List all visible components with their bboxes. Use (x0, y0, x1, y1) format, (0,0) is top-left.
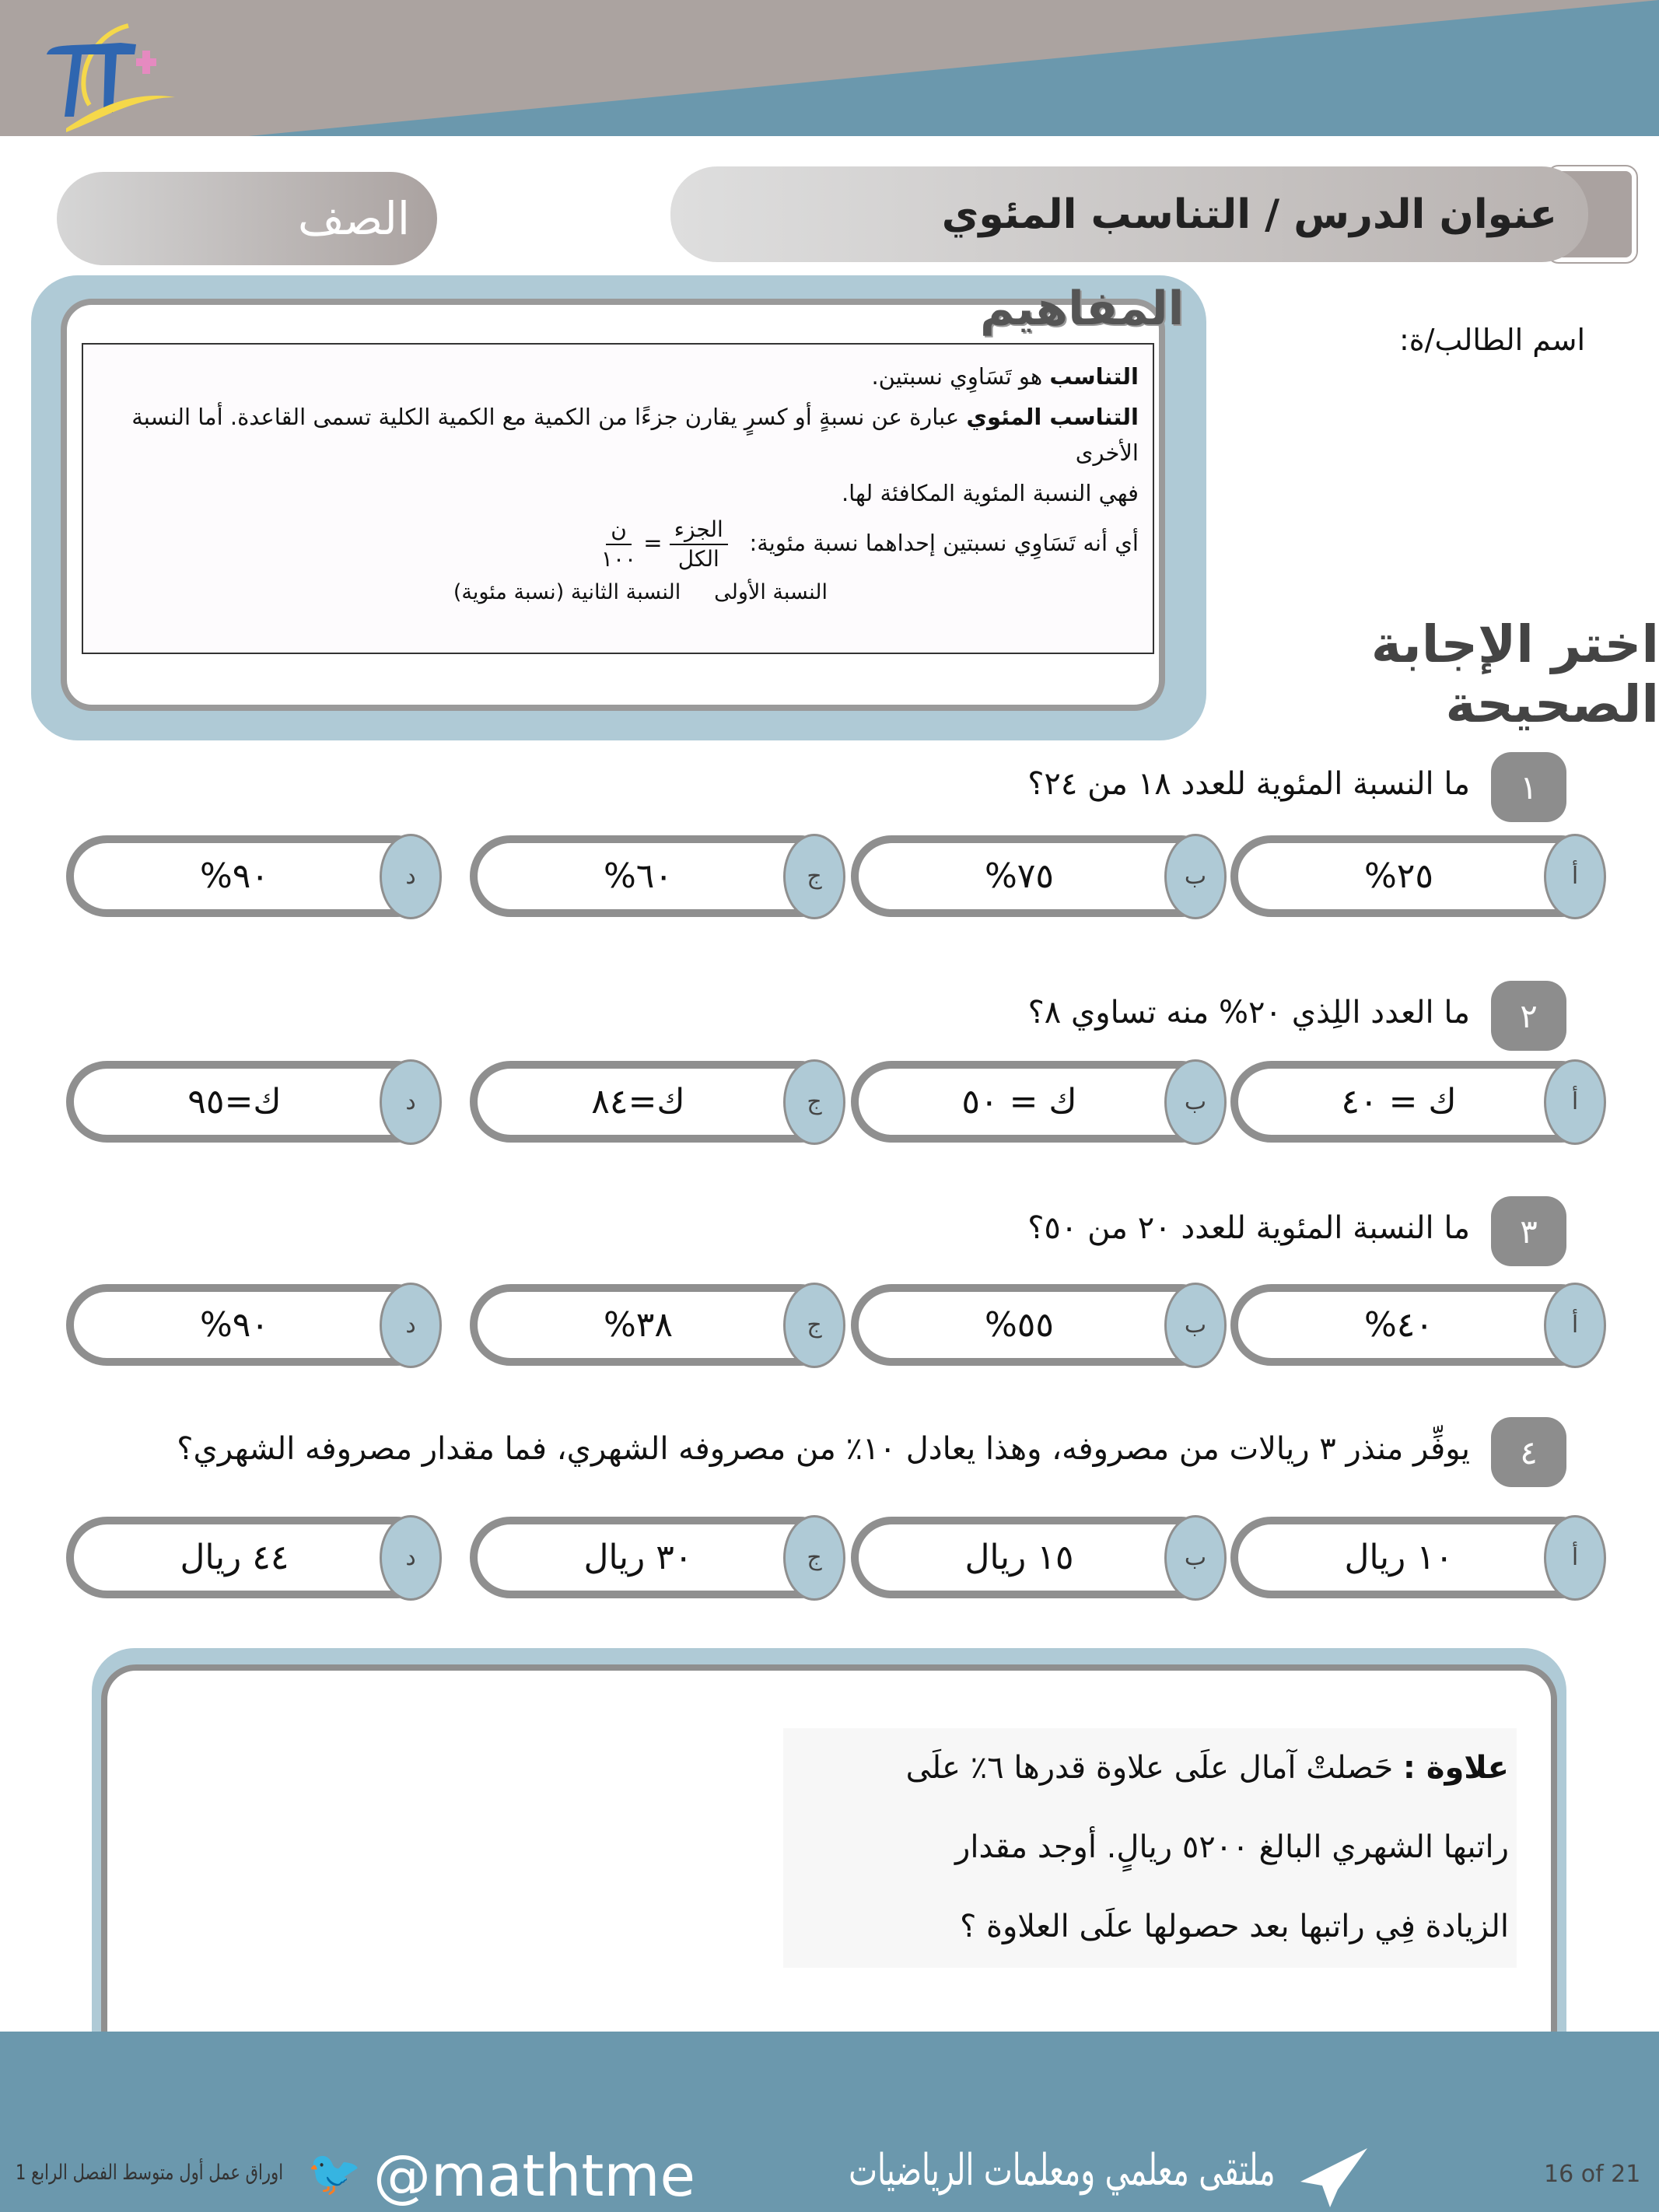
option-letter: ب (1164, 1059, 1227, 1145)
answer-option[interactable] (470, 1061, 830, 1143)
section-title: اختر الإجابة الصحيحة (1370, 614, 1659, 734)
answer-option[interactable] (470, 1517, 830, 1598)
twitter-handle[interactable]: @mathtme (373, 2143, 695, 2210)
option-letter: د (380, 1515, 442, 1601)
brand-name: ملتقى معلمي ومعلمات الرياضيات (849, 2145, 1276, 2196)
option-letter: ج (783, 1059, 845, 1145)
option-value: ٦٠% (603, 856, 674, 896)
option-value: ٣٨% (603, 1305, 674, 1345)
answer-option[interactable] (470, 835, 830, 917)
footer-band (0, 2032, 1659, 2212)
option-value: ٩٠% (199, 856, 270, 896)
option-value: ك=٨٤ (591, 1082, 685, 1122)
lesson-title: عنوان الدرس / التناسب المئوي (941, 191, 1557, 238)
answer-option[interactable] (66, 1061, 426, 1143)
option-letter: ج (783, 834, 845, 919)
page-indicator: 16 of 21 (1544, 2161, 1641, 2188)
answer-option[interactable] (66, 1517, 426, 1598)
concepts-box (82, 343, 1154, 654)
option-letter: ج (783, 1515, 845, 1601)
answer-option[interactable] (470, 1284, 830, 1366)
answer-option[interactable] (851, 1517, 1211, 1598)
option-value: ك = ٤٠ (1341, 1082, 1457, 1122)
question-text: ما النسبة المئوية للعدد ٢٠ من ٥٠؟ (1027, 1210, 1470, 1246)
answer-option[interactable] (851, 1284, 1211, 1366)
answer-option[interactable] (66, 1284, 426, 1366)
option-letter: أ (1544, 1283, 1606, 1368)
option-letter: أ (1544, 1515, 1606, 1601)
question-number: ١ (1491, 752, 1566, 822)
concept-line-3: فهي النسبة المئوية المكافئة لها. (841, 480, 1139, 506)
option-value: ٢٥% (1363, 856, 1434, 896)
option-letter: ب (1164, 1283, 1227, 1368)
question-number: ٤ (1491, 1417, 1566, 1487)
option-value: ٧٥% (984, 856, 1055, 896)
question-text: يوفِّر منذر ٣ ريالات من مصروفه، وهذا يعادل ١٠٪ من مصروفه الشهري، فما مقدار مصروفه الشهري؟ (177, 1431, 1470, 1467)
answer-option[interactable] (851, 1061, 1211, 1143)
option-letter: أ (1544, 1059, 1606, 1145)
concept-line-1: التناسب هو تَسَاوِي نسبتين. (871, 363, 1139, 390)
answer-option[interactable] (1230, 1061, 1591, 1143)
option-letter: ج (783, 1283, 845, 1368)
answer-option[interactable] (851, 835, 1211, 917)
option-value: ١٥ ريال (964, 1538, 1074, 1577)
option-letter: د (380, 1059, 442, 1145)
telegram-icon[interactable] (1299, 2147, 1369, 2209)
option-value: ٤٠% (1363, 1305, 1434, 1345)
concepts-title: المفاهيم (980, 282, 1185, 336)
option-letter: ب (1164, 1515, 1227, 1601)
option-letter: د (380, 834, 442, 919)
concept-formula: أي أنه تَسَاوِي نسبتين إحداهما نسبة مئوية: $\frac{\text{الجزء}}{\text{الكل}}$ = $\frac{\text{ن}}{١٠٠}$ (600, 516, 1139, 572)
answer-option[interactable] (66, 835, 426, 917)
option-letter: أ (1544, 834, 1606, 919)
question-text: ما النسبة المئوية للعدد ١٨ من ٢٤؟ (1027, 766, 1470, 802)
question-number: ٢ (1491, 981, 1566, 1051)
answer-option[interactable] (1230, 835, 1591, 917)
class-field (57, 172, 437, 265)
fraction-part-whole: $\frac{\text{الجزء}}{\text{الكل}}$ (670, 516, 728, 573)
option-value: ٣٠ ريال (583, 1538, 693, 1577)
option-value: ٩٠% (199, 1305, 270, 1345)
question-number: ٣ (1491, 1196, 1566, 1266)
option-letter: ب (1164, 834, 1227, 919)
bonus-problem: علاوة : حَصلتْ آمال علَى علاوة قدرها ٦٪ علَى راتبها الشهري البالغ ٥٢٠٠ ريالٍ. أوجد مقدار الزيادة فِي راتبها بعد حصولها علَى العلاوة ؟ (783, 1728, 1517, 1968)
footer-worksheet-label: اوراق عمل أول متوسط الفصل الرابع 1 (16, 2161, 284, 2185)
class-label: الصف (297, 192, 410, 245)
formula-labels: النسبة الأولى النسبة الثانية (نسبة مئوية) (453, 580, 828, 604)
logo-icon (43, 19, 183, 136)
option-value: ك=٩٥ (187, 1082, 282, 1122)
lesson-title-bar (670, 166, 1588, 262)
fraction-n-100: $\frac{\text{ن}}{١٠٠}$ (600, 516, 637, 572)
twitter-icon: 🐦 (307, 2148, 362, 2199)
option-value: ٥٥% (984, 1305, 1055, 1345)
option-value: ك = ٥٠ (961, 1082, 1077, 1122)
student-name-label: اسم الطالب/ة: (1398, 323, 1585, 357)
question-text: ما العدد اللِذي ٢٠% منه تساوي ٨؟ (1027, 995, 1470, 1031)
answer-option[interactable] (1230, 1284, 1591, 1366)
answer-option[interactable] (1230, 1517, 1591, 1598)
option-value: ٤٤ ريال (180, 1538, 289, 1577)
concept-line-2: التناسب المئوي عبارة عن نسبةٍ أو كسرٍ يقارن جزءًا من الكمية مع الكمية الكلية تسمى القاعدة. أما النسبة الأخرى (131, 404, 1139, 466)
option-letter: د (380, 1283, 442, 1368)
option-value: ١٠ ريال (1344, 1538, 1454, 1577)
